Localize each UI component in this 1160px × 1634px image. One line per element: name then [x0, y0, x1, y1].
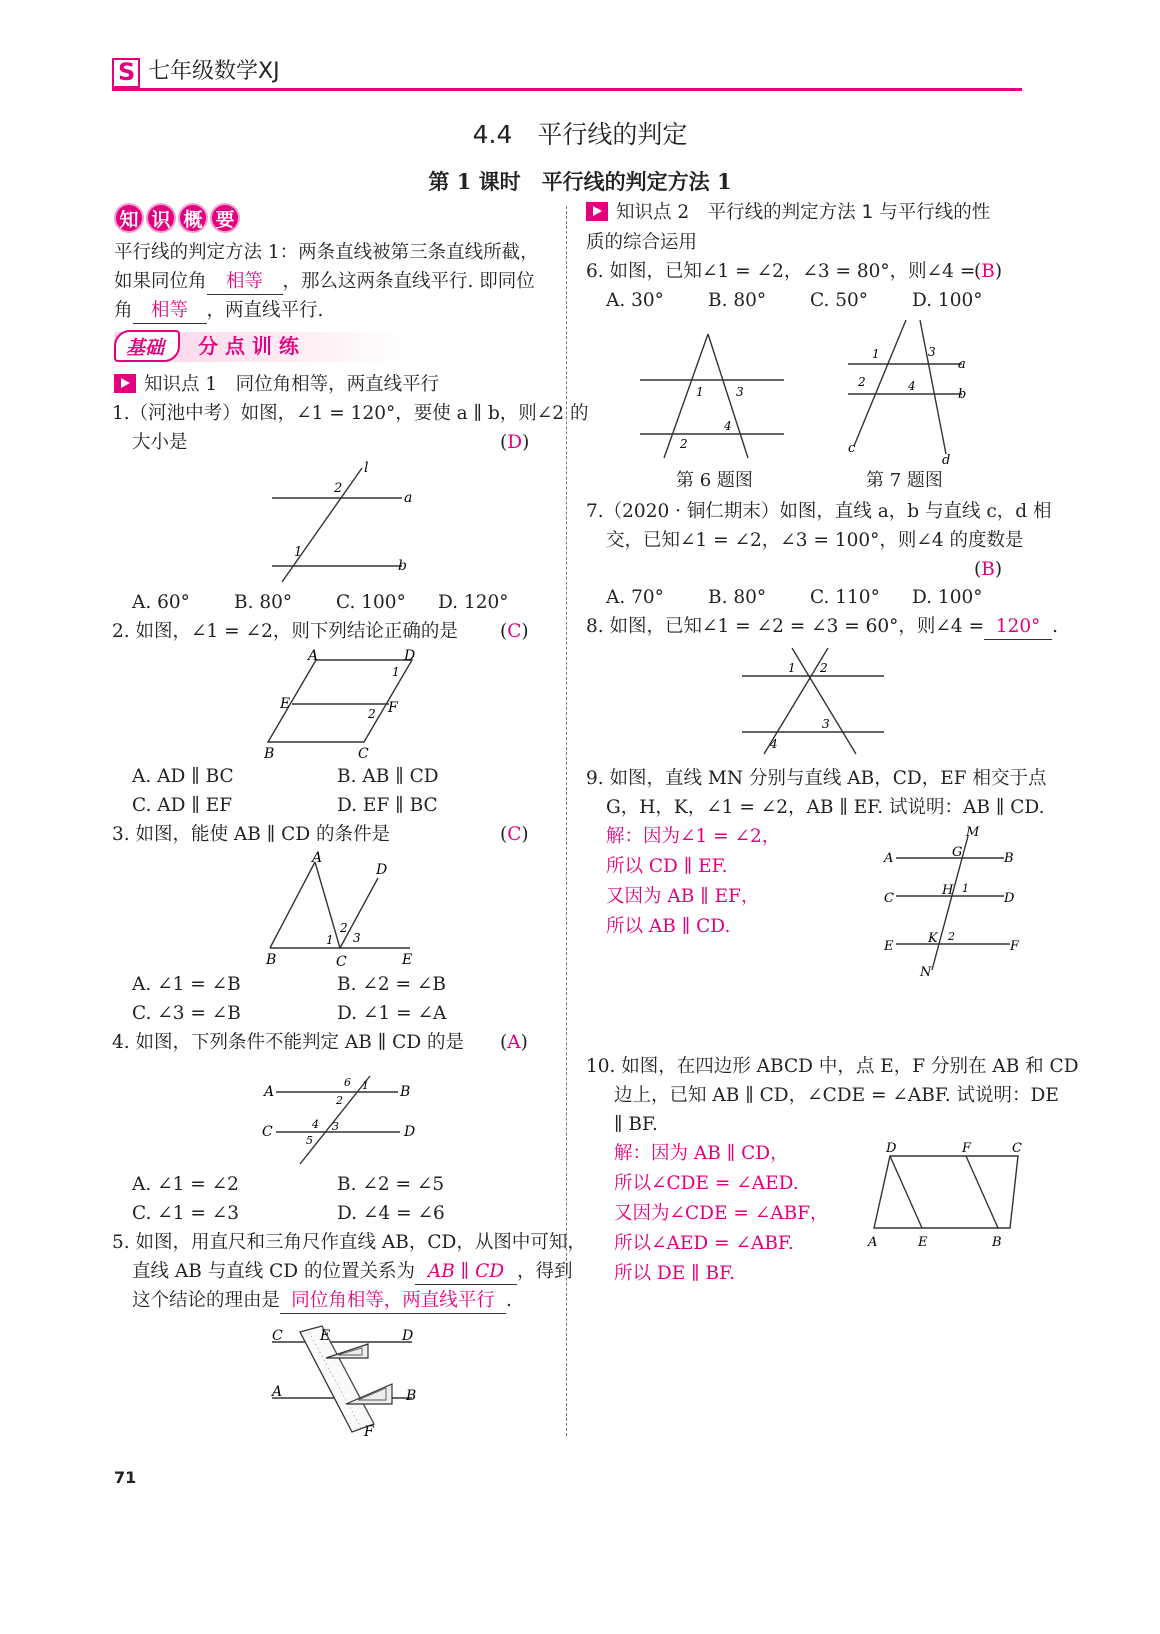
segment-bf: [966, 1156, 998, 1228]
logo-letter: S: [118, 58, 136, 86]
q4-stem: 4. 如图，下列条件不能判定 AB ∥ CD 的是: [112, 1032, 465, 1053]
blank-answer: AB ∥ CD: [415, 1260, 517, 1285]
q2-options: [132, 791, 438, 821]
training-badge: 基础: [114, 330, 180, 362]
label-1: 1: [294, 545, 303, 560]
q10-stem: ∥ BF.: [614, 1114, 658, 1135]
play-icon: [114, 374, 136, 393]
svg-text:2: 2: [368, 707, 376, 721]
q4-figure: [258, 1072, 428, 1168]
svg-text:D: D: [886, 1141, 897, 1156]
q7-caption: 第 7 题图: [866, 470, 943, 491]
svg-text:b: b: [958, 387, 967, 402]
svg-text:3: 3: [353, 931, 361, 945]
knowledge-point-2: 知识点 2 平行线的判定方法 1 与平行线的性: [586, 198, 990, 228]
q3-answer: (C): [500, 824, 529, 845]
svg-text:4: 4: [908, 379, 916, 393]
q4-options: [132, 1199, 445, 1229]
option-b[interactable]: B. 80°: [708, 290, 767, 311]
svg-text:2: 2: [336, 1094, 343, 1107]
svg-text:1: 1: [962, 882, 969, 895]
q2-options: [132, 762, 439, 792]
svg-text:A: A: [884, 851, 894, 866]
q1-answer: (D): [500, 432, 530, 453]
quadrilateral: [874, 1156, 1018, 1228]
svg-text:C: C: [272, 1328, 283, 1344]
svg-text:3: 3: [332, 1120, 339, 1133]
play-icon: [586, 202, 608, 221]
svg-text:F: F: [1010, 939, 1020, 954]
svg-text:D: D: [402, 1328, 414, 1344]
option-a[interactable]: A. AD ∥ BC: [132, 766, 234, 787]
line-d: [920, 320, 946, 454]
svg-text:E: E: [918, 1235, 928, 1250]
svg-text:C: C: [884, 891, 894, 906]
training-title: 分 点 训 练: [198, 334, 299, 358]
svg-text:6: 6: [344, 1076, 351, 1089]
section-title: 4.4 平行线的判定: [472, 120, 688, 149]
option-c[interactable]: C. ∠1 = ∠3: [132, 1203, 240, 1224]
svg-text:3: 3: [928, 345, 936, 359]
option-b[interactable]: B. 80°: [708, 587, 767, 608]
badge-char: 知: [114, 203, 144, 233]
label-l: l: [364, 460, 369, 476]
knowledge-point-1: 知识点 1 同位角相等，两直线平行: [114, 370, 439, 400]
svg-text:B: B: [264, 746, 275, 762]
svg-text:4: 4: [724, 419, 732, 433]
q7-stem: 交，已知∠1 = ∠2，∠3 = 100°，则∠4 的度数是: [606, 530, 1024, 551]
q7-figure: [842, 318, 974, 466]
book-title: 七年级数学XJ: [148, 59, 280, 84]
svg-text:4: 4: [312, 1118, 319, 1131]
q9-stem: 9. 如图，直线 MN 分别与直线 AB，CD，EF 相交于点: [586, 768, 1047, 789]
svg-text:K: K: [928, 931, 938, 946]
q2-figure: [258, 646, 428, 764]
option-b[interactable]: B. ∠2 = ∠B: [337, 974, 446, 995]
label-a: a: [404, 490, 413, 506]
overview-badge: [114, 203, 242, 233]
svg-text:D: D: [404, 1124, 416, 1140]
q3-options: [132, 999, 446, 1029]
option-d[interactable]: D. EF ∥ BC: [337, 795, 438, 816]
q3-figure: [260, 850, 420, 972]
svg-text:1: 1: [788, 661, 796, 675]
svg-text:1: 1: [326, 933, 334, 947]
knowledge-point-2-cont: 质的综合运用: [586, 232, 698, 253]
svg-text:2: 2: [680, 437, 688, 451]
svg-text:B: B: [266, 952, 277, 968]
option-b[interactable]: B. ∠2 = ∠5: [337, 1174, 445, 1195]
q2-answer: (C): [500, 621, 529, 642]
svg-text:D: D: [404, 648, 416, 664]
blank-answer: 相等: [207, 270, 283, 295]
svg-text:2: 2: [820, 661, 828, 675]
svg-text:C: C: [358, 746, 369, 762]
option-a[interactable]: A. 60°: [132, 592, 190, 613]
svg-text:D: D: [376, 862, 388, 878]
q1-options: [132, 588, 509, 618]
q9-figure: [880, 824, 1024, 980]
label-2: 2: [334, 481, 343, 496]
svg-text:B: B: [1004, 851, 1014, 866]
svg-text:3: 3: [736, 385, 744, 399]
option-a[interactable]: A. 30°: [606, 290, 664, 311]
header-logo: [112, 58, 140, 88]
svg-text:A: A: [312, 850, 323, 866]
option-b[interactable]: B. AB ∥ CD: [337, 766, 439, 787]
blank-answer: 120°: [984, 615, 1052, 640]
svg-text:C: C: [1012, 1141, 1022, 1156]
svg-text:d: d: [942, 453, 951, 466]
option-c[interactable]: C. 100°: [336, 592, 406, 613]
svg-text:1: 1: [872, 347, 880, 361]
option-c[interactable]: C. ∠3 = ∠B: [132, 1003, 241, 1024]
q1-stem: 1.（河池中考）如图，∠1 = 120°，要使 a ∥ b，则∠2 的: [112, 403, 589, 424]
badge-char: 识: [146, 203, 176, 233]
q3-options: [132, 970, 446, 1000]
label-b: b: [398, 558, 407, 574]
q10-stem: 边上，已知 AB ∥ CD，∠CDE = ∠ABF. 试说明：DE: [614, 1085, 1059, 1106]
svg-text:E: E: [280, 696, 291, 712]
badge-char: 概: [178, 203, 208, 233]
option-c[interactable]: C. 50°: [810, 290, 869, 311]
blank-answer: 相等: [133, 299, 207, 324]
q10-stem: 10. 如图，在四边形 ABCD 中，点 E，F 分别在 AB 和 CD: [586, 1056, 1079, 1077]
q5-figure: [262, 1320, 432, 1440]
svg-text:C: C: [262, 1124, 273, 1140]
option-d[interactable]: D. 100°: [912, 587, 983, 608]
blank-answer: 同位角相等，两直线平行: [280, 1289, 506, 1314]
q6-options: [606, 286, 983, 316]
q6-answer: (B): [974, 261, 1003, 282]
svg-text:3: 3: [822, 717, 830, 731]
svg-text:F: F: [388, 700, 398, 716]
q3-stem: 3. 如图，能使 AB ∥ CD 的条件是: [112, 824, 391, 845]
q9-stem: G，H，K，∠1 = ∠2，AB ∥ EF. 试说明：AB ∥ CD.: [606, 797, 1045, 818]
svg-text:B: B: [406, 1388, 417, 1404]
option-a[interactable]: A. ∠1 = ∠2: [132, 1174, 239, 1195]
header-rule: [112, 88, 1022, 91]
seg-ab: [270, 862, 315, 948]
badge-char: 要: [210, 203, 240, 233]
svg-text:2: 2: [340, 921, 348, 935]
svg-text:c: c: [848, 441, 856, 456]
q9-solution: 解：因为∠1 = ∠2， 所以 CD ∥ EF. 又因为 AB ∥ EF， 所以 AB ∥ CD.: [606, 826, 781, 937]
overview-line: 角 相等 ，两直线平行.: [114, 296, 323, 326]
svg-text:A: A: [264, 1084, 275, 1100]
svg-text:E: E: [884, 939, 894, 954]
svg-text:1: 1: [696, 385, 704, 399]
svg-text:4: 4: [770, 737, 778, 751]
q6-stem: 6. 如图，已知∠1 = ∠2，∠3 = 80°，则∠4 =: [586, 261, 976, 282]
option-d[interactable]: D. 100°: [912, 290, 983, 311]
q4-options: [132, 1170, 444, 1200]
q7-options: [606, 583, 983, 613]
option-c[interactable]: C. 110°: [810, 587, 880, 608]
line-l: [282, 468, 362, 582]
q10-solution: 解：因为 AB ∥ CD， 所以∠CDE = ∠AED. 又因为∠CDE = ∠ABF， 所以∠AED = ∠ABF. 所以 DE ∥ BF.: [614, 1143, 829, 1284]
svg-text:A: A: [272, 1384, 283, 1400]
q5-stem: 直线 AB 与直线 CD 的位置关系为 AB ∥ CD ，得到: [132, 1257, 572, 1287]
q4-answer: (A): [500, 1032, 528, 1053]
svg-text:M: M: [966, 825, 980, 840]
option-a[interactable]: A. ∠1 = ∠B: [132, 974, 241, 995]
svg-text:H: H: [942, 883, 954, 898]
q7-stem: 7.（2020 · 铜仁期末）如图，直线 a，b 与直线 c，d 相: [586, 501, 1052, 522]
q6-figure: [634, 330, 794, 460]
q8-stem: 8. 如图，已知∠1 = ∠2 = ∠3 = 60°，则∠4 = 120° .: [586, 612, 1058, 642]
svg-text:5: 5: [306, 1134, 313, 1147]
option-c[interactable]: C. AD ∥ EF: [132, 795, 233, 816]
page-number: 71: [114, 1468, 137, 1487]
svg-text:D: D: [1004, 891, 1015, 906]
svg-text:G: G: [952, 845, 963, 860]
q1-stem: 大小是: [132, 432, 188, 453]
section-subtitle: 第 1 课时 平行线的判定方法 1: [428, 169, 732, 194]
svg-text:2: 2: [948, 930, 955, 943]
svg-text:N: N: [920, 965, 932, 980]
option-d[interactable]: D. ∠4 = ∠6: [337, 1203, 445, 1224]
q7-answer: (B): [974, 559, 1003, 580]
q5-stem: 这个结论的理由是 同位角相等，两直线平行 .: [132, 1286, 512, 1316]
option-b[interactable]: B. 80°: [234, 592, 293, 613]
svg-text:E: E: [402, 952, 413, 968]
q10-figure: [862, 1136, 1032, 1252]
svg-text:1: 1: [362, 1079, 369, 1092]
svg-text:F: F: [962, 1141, 972, 1156]
svg-text:F: F: [364, 1424, 374, 1440]
segment-de: [890, 1156, 922, 1228]
svg-text:B: B: [400, 1084, 411, 1100]
overview-line: 如果同位角 相等 ，那么这两条直线平行. 即同位: [114, 267, 535, 297]
option-a[interactable]: A. 70°: [606, 587, 664, 608]
svg-text:A: A: [868, 1235, 878, 1250]
svg-text:2: 2: [858, 375, 866, 389]
line-mn: [932, 836, 968, 970]
svg-text:1: 1: [392, 665, 400, 679]
svg-text:C: C: [336, 954, 347, 970]
q1-figure: [262, 458, 422, 586]
svg-text:A: A: [308, 648, 319, 664]
option-d[interactable]: D. 120°: [438, 592, 509, 613]
overview-line: 平行线的判定方法 1：两条直线被第三条直线所截，: [114, 242, 539, 263]
option-d[interactable]: D. ∠1 = ∠A: [337, 1003, 447, 1024]
q2-stem: 2. 如图，∠1 = ∠2，则下列结论正确的是: [112, 621, 458, 642]
q5-stem: 5. 如图，用直尺和三角尺作直线 AB，CD，从图中可知，: [112, 1232, 586, 1253]
svg-text:E: E: [320, 1328, 331, 1344]
svg-text:a: a: [958, 357, 966, 372]
q6-caption: 第 6 题图: [676, 470, 753, 491]
svg-text:B: B: [992, 1235, 1002, 1250]
q8-figure: [736, 644, 890, 756]
